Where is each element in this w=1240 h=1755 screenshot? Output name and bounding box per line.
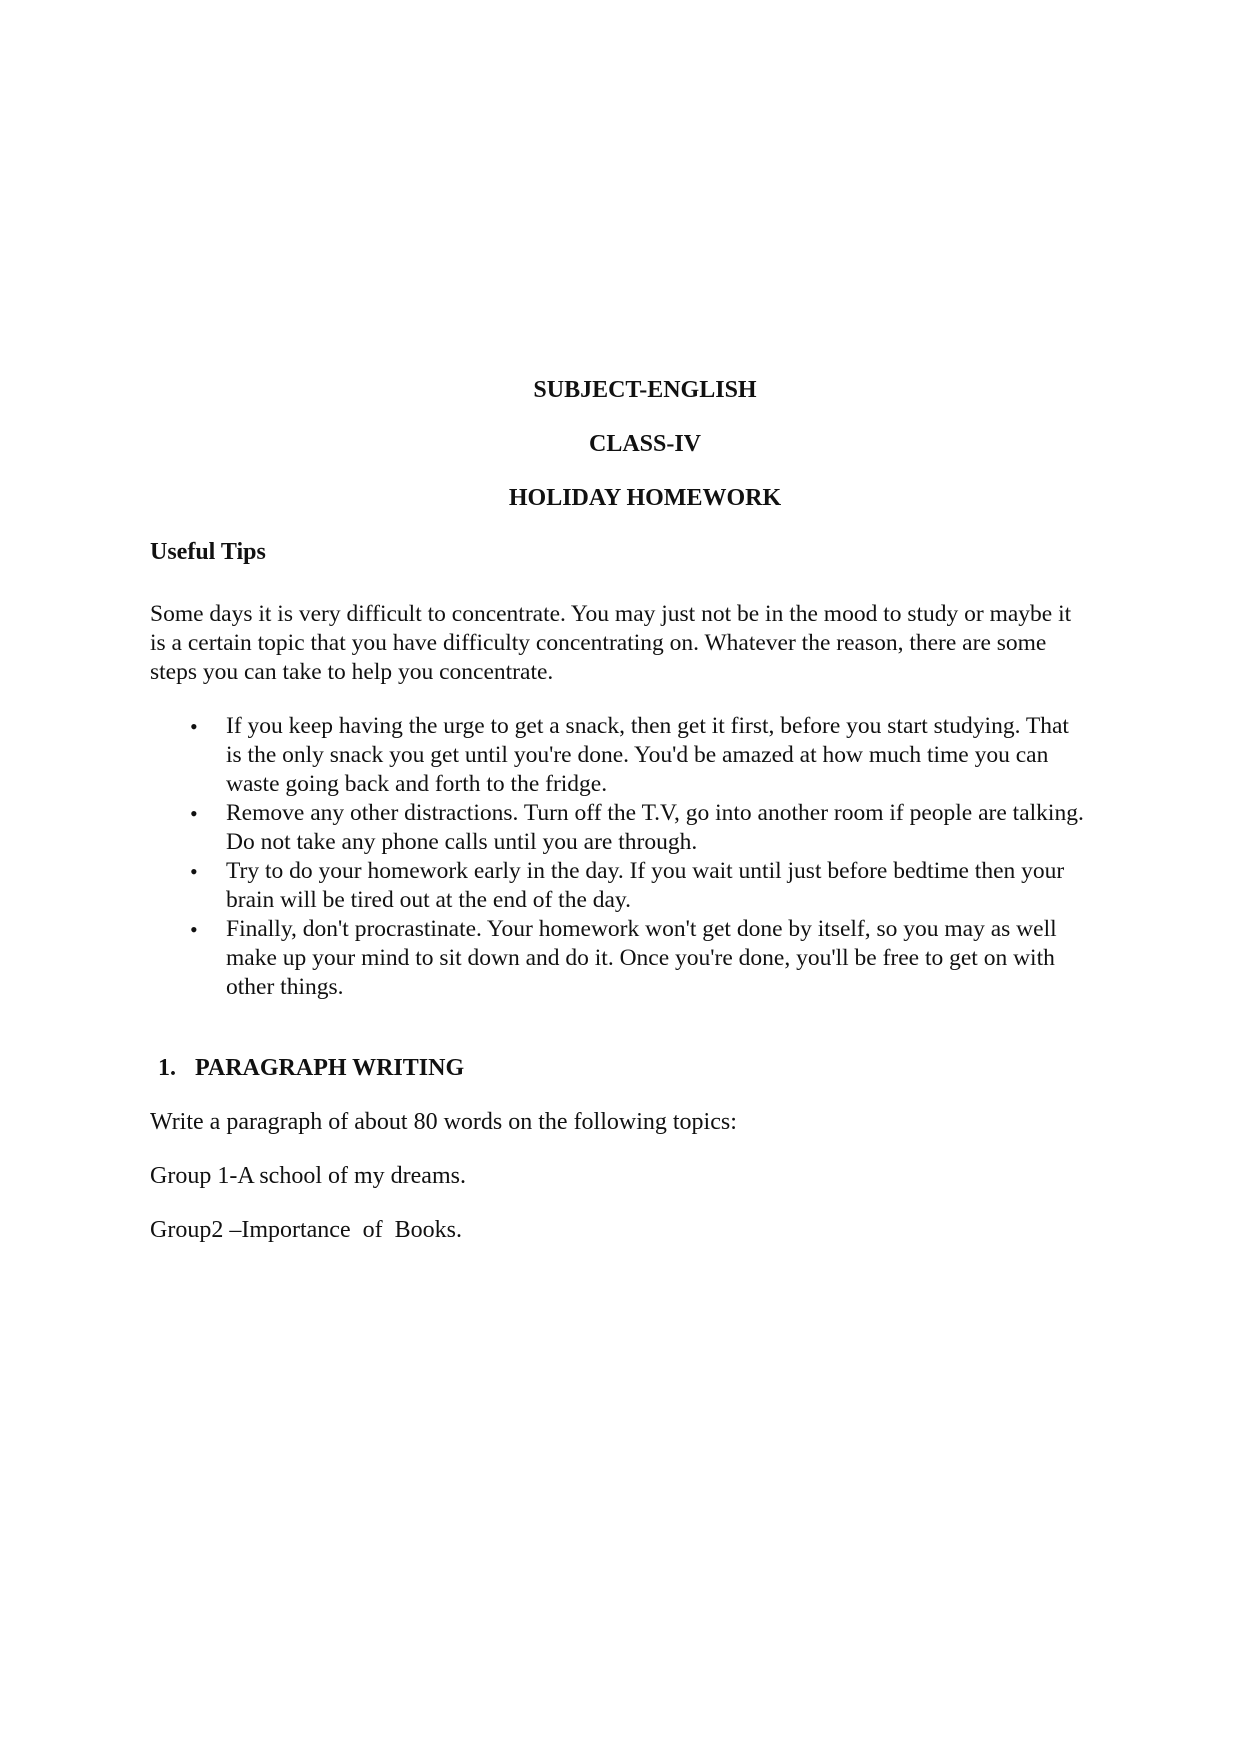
page-title: HOLIDAY HOMEWORK <box>508 485 782 511</box>
group-1-topic: Group 1-A school of my dreams. <box>150 1163 466 1189</box>
list-item <box>150 712 1085 799</box>
tip-text: Finally, don't procrastinate. Your homework won't get done by itself, so you may as well make up your mind to sit down and do it. Once you're done, you'll be free to get on with other things. <box>226 916 1057 1000</box>
bullet-icon: • <box>190 714 198 739</box>
subject-heading: SUBJECT-ENGLISH <box>533 377 757 403</box>
section-title: PARAGRAPH WRITING <box>195 1055 465 1081</box>
tip-text: Try to do your homework early in the day. If you wait until just before bedtime then your brain will be tired out at the end of the day. <box>226 858 1065 913</box>
bullet-icon: • <box>190 801 198 826</box>
section-heading <box>158 1054 464 1083</box>
list-item <box>150 799 1085 857</box>
tip-text: If you keep having the urge to get a snack, then get it first, before you start studying. That is the only snack you get until you're done. You'd be amazed at how much time you can waste going back and forth to the fridge. <box>226 713 1069 797</box>
useful-tips-heading: Useful Tips <box>150 539 266 565</box>
section-instruction: Write a paragraph of about 80 words on the following topics: <box>150 1109 737 1135</box>
tip-text: Remove any other distractions. Turn off the T.V, go into another room if people are talking. Do not take any phone calls until you are through. <box>226 800 1084 855</box>
tips-list <box>150 712 1085 1002</box>
list-item <box>150 915 1085 1002</box>
group-2-topic: Group2 –Importance of Books. <box>150 1217 462 1243</box>
bullet-icon: • <box>190 859 198 884</box>
list-item <box>150 857 1085 915</box>
tips-intro-paragraph: Some days it is very difficult to concentrate. You may just not be in the mood to study or maybe it is a certain topic that you have difficulty concentrating on. Whatever the reason, there are some steps you can take to help you concentrate. <box>150 601 1072 685</box>
class-heading: CLASS-IV <box>588 431 702 457</box>
bullet-icon: • <box>190 917 198 942</box>
section-number: 1. <box>158 1055 176 1081</box>
